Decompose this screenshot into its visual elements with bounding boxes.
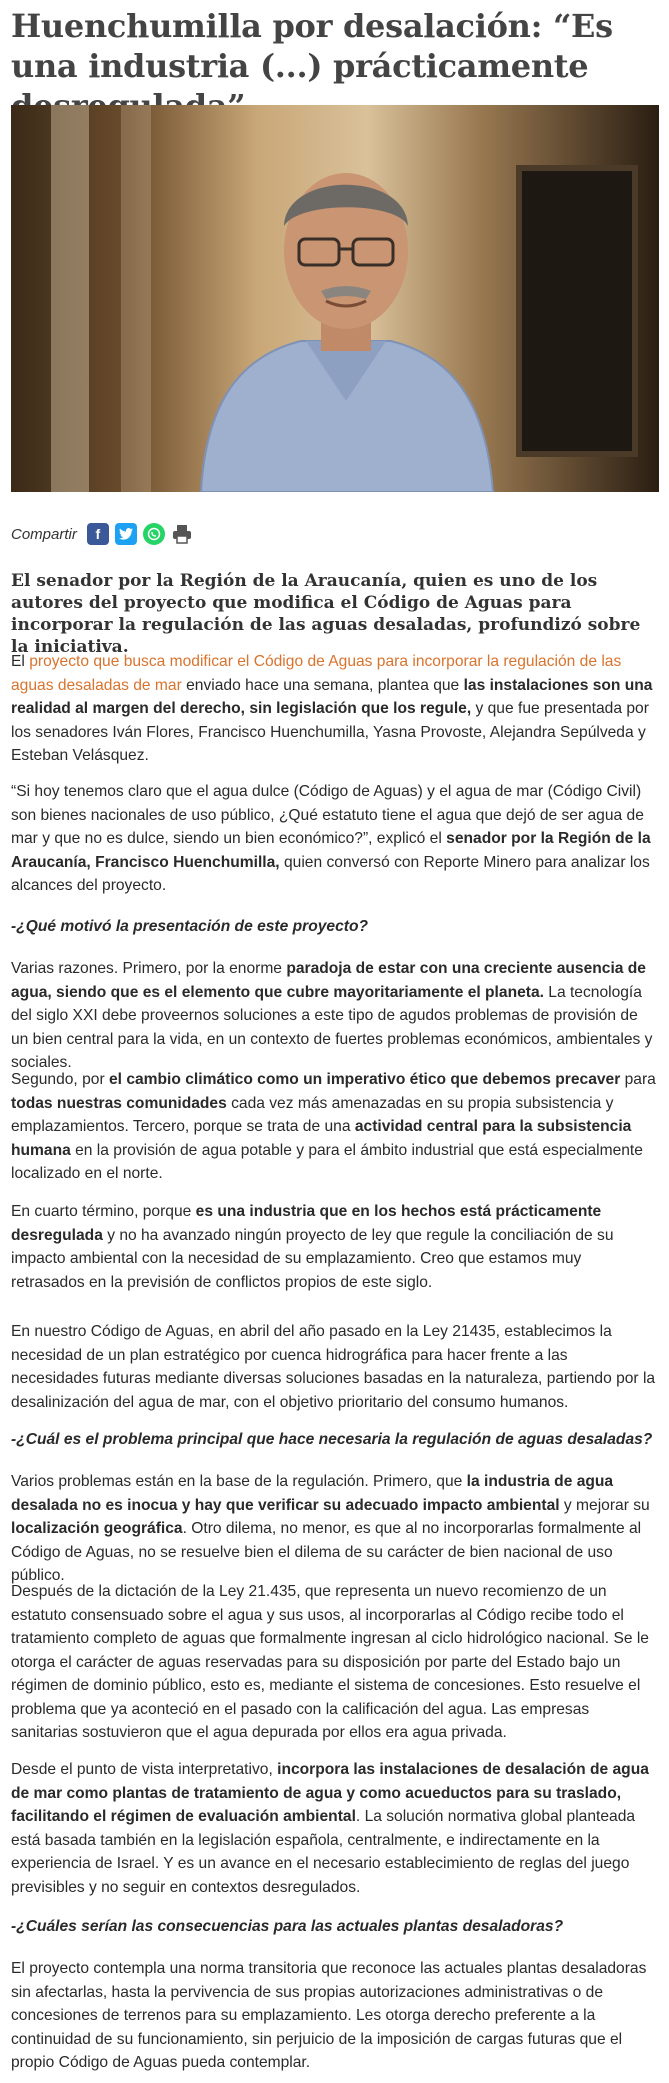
twitter-icon[interactable] xyxy=(115,523,137,545)
paragraph-3 xyxy=(11,957,659,1075)
bold-span: senador por la Región de la Araucanía, Francisco Huenchumilla, xyxy=(11,830,651,871)
text-span: cada vez más amenazadas en su propia subsistencia y emplazamientos. Tercero, porque se trata de una xyxy=(11,1094,614,1135)
text-span: . Otro dilema, no menor, es que al no incorporarlas formalmente al Código de Aguas, no se resuelve bien el dilema de su carácter de bien nacional de uso público. xyxy=(11,1520,642,1584)
text-span: en la provisión de agua potable y para el ámbito industrial que está especialmente localizado en el norte. xyxy=(11,1141,643,1182)
bold-span: las instalaciones son una realidad al margen del derecho, sin legislación que los regule, xyxy=(11,676,653,717)
text-span: El xyxy=(11,653,30,670)
text-span: “Si hoy tenemos claro que el agua dulce (Código de Aguas) y el agua de mar (Código Civil) son bienes nacionales de uso público, ¿Qué estatuto tiene el agua que dejó de ser agua de mar y que no es dulce, siendo un bien económico?”, explicó el xyxy=(11,783,644,847)
paragraph-5 xyxy=(11,1200,659,1294)
bold-span: todas nuestras comunidades xyxy=(11,1094,227,1112)
text-span: Desde el punto de vista interpretativo, xyxy=(11,1761,278,1778)
text-span: Varios problemas están en la base de la regulación. Primero, que xyxy=(11,1473,467,1490)
hero-photo xyxy=(11,105,659,492)
text-span: quien conversó con Reporte Minero para analizar los alcances del proyecto. xyxy=(11,853,650,894)
paragraph-9 xyxy=(11,1758,659,1899)
text-span: para xyxy=(620,1071,656,1088)
text-span: y mejorar su xyxy=(559,1496,650,1514)
paragraph-6: En nuestro Código de Aguas, en abril del año pasado en la Ley 21435, establecimos la necesidad de un plan estratégico por cuenca hidrográfica para hacer frente a las necesidades futuras mediante diversas soluciones basadas en la naturaleza, partiendo por la desalinización del agua de mar, con el objetivo prioritario del consumo humanos. xyxy=(11,1323,656,1411)
text-span: En cuarto término, porque xyxy=(11,1203,196,1220)
article-lead: El senador por la Región de la Araucanía, quien es uno de los autores del proyecto que modifica el Código de Aguas para incorporar la regulación de las aguas desaladas, profundizó sobre la iniciativa. xyxy=(11,571,641,657)
bold-span: paradoja de estar con una creciente ausencia de agua, siendo que es el elemento que cubre mayoritariamente el planeta. xyxy=(11,960,646,1001)
bold-span: la industria de agua desalada no es inocua y hay que verificar su adecuado impacto ambiental xyxy=(11,1473,614,1514)
bold-span: el cambio climático como un imperativo ético que debemos precaver xyxy=(108,1071,621,1088)
paragraph-10: El proyecto contempla una norma transitoria que reconoce las actuales plantas desaladoras sin afectarlas, hasta la pervivencia de sus propias autorizaciones administrativas o de concesiones de terrenos para su emplazamiento. Les otorga derecho preferente a la continuidad de su funcionamiento, sin perjuicio de la imposición de cargas futuras que el propio Código de Aguas pueda contemplar. xyxy=(11,1960,647,2071)
question-3: -¿Cuáles serían las consecuencias para las actuales plantas desaladoras? xyxy=(11,1918,564,1935)
text-span: . La solución normativa global planteada está basada también en la legislación española, centralmente, e indirectamente en la experiencia de Israel. Y es un avance en el necesario establecimiento de reglas del juego previsibles y no seguir en contextos desregulados. xyxy=(11,1808,636,1896)
project-link[interactable]: proyecto que busca modificar el Código de Aguas para incorporar la regulación de las aguas desaladas de mar xyxy=(11,653,622,694)
bold-span: incorpora las instalaciones de desalación de agua de mar como plantas de tratamiento de agua y como acueductos para su traslado, facilitando el régimen de evaluación ambiental xyxy=(11,1761,649,1825)
bold-span: localización geográfica xyxy=(11,1520,183,1537)
print-icon[interactable] xyxy=(171,523,193,545)
article xyxy=(11,0,659,2071)
portrait-illustration xyxy=(181,141,511,492)
text-span: y no ha avanzado ningún proyecto de ley que regule la conciliación de su impacto ambiental con la necesidad de su emplazamiento. Creo que estamos muy retrasados en la previsión de conflictos propios de este siglo. xyxy=(11,1226,614,1291)
text-span: y que fue presentada por los senadores Iván Flores, Francisco Huenchumilla, Yasna Provoste, Alejandra Sepúlveda y Esteban Velásquez. xyxy=(11,700,649,764)
paragraph-4 xyxy=(11,1068,659,1186)
paragraph-1 xyxy=(11,650,659,768)
question-2: -¿Cuál es el problema principal que hace necesaria la regulación de aguas desaladas? xyxy=(11,1431,653,1448)
paragraph-2 xyxy=(11,780,659,898)
question-1: -¿Qué motivó la presentación de este proyecto? xyxy=(11,918,369,935)
text-span: Varias razones. Primero, por la enorme xyxy=(11,960,287,977)
paragraph-8: Después de la dictación de la Ley 21.435, que representa un nuevo recomienzo de un estatuto consensuado sobre el agua y sus usos, al incorporarlas al Código recibe todo el tratamiento completo de aguas que formalmente ingresan al ciclo hidrológico nacional. Se le otorga el carácter de aguas reservadas para su disposición por parte del Estado bajo un régimen de dominio público, esto es, mediante el sistema de concesiones. Esto resuelve el problema que ya aconteció en el pasado con la calificación del agua. Las empresas sanitarias sostuvieron que el agua depurada por ellos era agua privada. xyxy=(11,1583,649,1741)
whatsapp-icon[interactable] xyxy=(143,523,165,545)
share-label: Compartir xyxy=(11,525,77,543)
paragraph-7 xyxy=(11,1470,659,1588)
text-span: Segundo, por xyxy=(11,1071,109,1088)
share-bar xyxy=(11,520,193,548)
text-span: enviado hace una semana, plantea que xyxy=(181,676,464,694)
facebook-icon[interactable]: f xyxy=(87,523,109,545)
bold-span: actividad central para la subsistencia humana xyxy=(11,1118,632,1159)
text-span: La tecnología del siglo XXI debe proveernos soluciones a este tipo de agudos problemas de provisión de un bien central para la vida, en un contexto de fuertes problemas económicos, ambientales y sociales. xyxy=(11,983,653,1071)
article-title: Huenchumilla por desalación: “Es una industria (...) prácticamente xyxy=(11,7,613,85)
bold-span: es una industria que en los hechos está prácticamente desregulada xyxy=(11,1203,602,1244)
